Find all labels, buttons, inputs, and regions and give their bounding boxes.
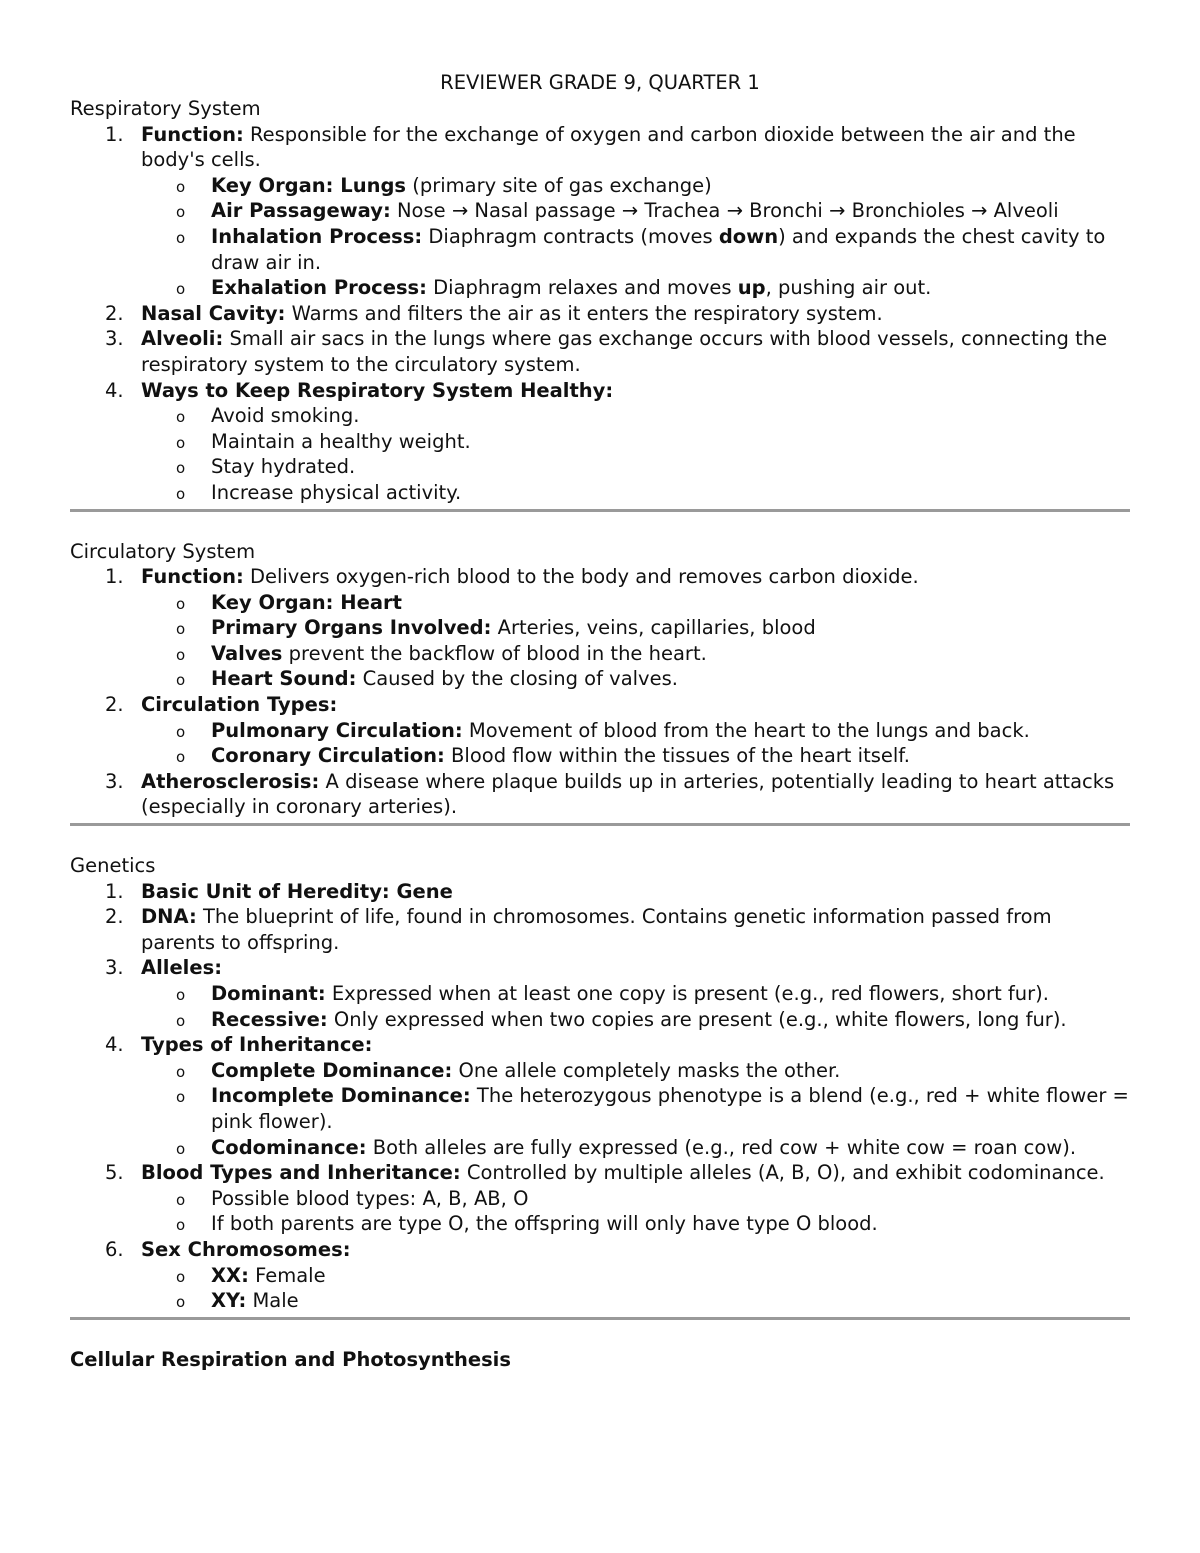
item-number: 4. xyxy=(105,1033,124,1057)
section-heading: Circulatory System xyxy=(70,539,256,563)
section-divider xyxy=(70,823,1130,826)
sub-list-item xyxy=(70,1263,1130,1289)
emphasis: down xyxy=(718,224,779,248)
section-divider xyxy=(70,509,1130,512)
bullet-icon: o xyxy=(176,1139,186,1158)
item-label: Codominance: xyxy=(211,1135,367,1159)
sub-list-item xyxy=(70,666,1130,692)
item-text: Only expressed when two copies are present (e.g., white flowers, long fur). xyxy=(327,1007,1067,1031)
item-text: Diaphragm contracts (moves xyxy=(422,224,719,248)
bullet-icon: o xyxy=(176,484,186,503)
item-text: Responsible for the exchange of oxygen and carbon dioxide between the air and the body's cells. xyxy=(141,122,1076,172)
item-number: 4. xyxy=(105,378,124,402)
item-label: Dominant: xyxy=(211,982,326,1005)
sub-list-item xyxy=(70,198,1130,224)
sub-list-item xyxy=(70,1211,1130,1237)
item-text: Stay hydrated. xyxy=(211,455,356,479)
bullet-icon: o xyxy=(176,177,186,196)
emphasis: up xyxy=(737,276,766,300)
item-text: Diaphragm relaxes and moves xyxy=(426,276,738,300)
item-label: Recessive: xyxy=(211,1007,328,1031)
section-heading: Genetics xyxy=(70,854,156,878)
item-text: Maintain a healthy weight. xyxy=(211,429,471,453)
item-number: 3. xyxy=(105,769,124,793)
sub-list-item xyxy=(70,981,1130,1007)
item-text: Expressed when at least one copy is present (e.g., red flowers, short fur). xyxy=(325,982,1049,1005)
item-text: One allele completely masks the other. xyxy=(452,1058,841,1082)
sub-list-item xyxy=(70,641,1130,667)
sub-list-item xyxy=(70,718,1130,744)
item-text: Delivers oxygen-rich blood to the body and removes carbon dioxide. xyxy=(243,565,919,589)
item-label: Nasal Cavity: xyxy=(141,301,286,325)
sub-list-item xyxy=(70,1083,1130,1134)
bullet-icon: o xyxy=(176,280,186,299)
bullet-icon: o xyxy=(176,1088,186,1107)
item-text: (primary site of gas exchange) xyxy=(406,173,712,197)
item-text: Movement of blood from the heart to the lungs and back. xyxy=(462,718,1030,742)
sub-list-item xyxy=(70,1186,1130,1212)
list-item xyxy=(70,378,1130,404)
list-item xyxy=(70,1032,1130,1058)
item-number: 5. xyxy=(105,1161,124,1185)
bullet-icon: o xyxy=(176,1011,186,1030)
bullet-icon: o xyxy=(176,1062,186,1081)
item-label: Incomplete Dominance: xyxy=(211,1084,471,1108)
item-label: Blood Types and Inheritance: xyxy=(141,1161,461,1185)
item-label: DNA: xyxy=(141,905,197,929)
item-label: Alveoli: xyxy=(141,327,224,351)
item-number: 3. xyxy=(105,327,124,351)
bullet-icon: o xyxy=(176,203,186,222)
sub-list-item xyxy=(70,173,1130,199)
sub-list-item xyxy=(70,224,1130,275)
sub-list-item xyxy=(70,403,1130,429)
item-label: Primary Organs Involved: xyxy=(211,616,492,640)
list-item xyxy=(70,564,1130,590)
sub-list-item xyxy=(70,1135,1130,1161)
item-label: Pulmonary Circulation: xyxy=(211,718,463,742)
section-respiratory-system xyxy=(70,96,1130,506)
item-label: Alleles: xyxy=(141,956,222,980)
item-text: If both parents are type O, the offspring will only have type O blood. xyxy=(211,1212,878,1236)
sub-list-item xyxy=(70,275,1130,301)
list-item xyxy=(70,692,1130,718)
section-circulatory-system xyxy=(70,539,1130,821)
item-label: XX: xyxy=(211,1263,249,1287)
item-number: 1. xyxy=(105,122,124,146)
bullet-icon: o xyxy=(176,748,186,767)
bullet-icon: o xyxy=(176,459,186,478)
item-number: 6. xyxy=(105,1237,124,1261)
sub-list-item xyxy=(70,1007,1130,1033)
sub-list-item xyxy=(70,615,1130,641)
item-text: Increase physical activity. xyxy=(211,480,462,504)
section-heading: Respiratory System xyxy=(70,97,261,120)
item-label: Sex Chromosomes: xyxy=(141,1237,351,1261)
item-label: Coronary Circulation: xyxy=(211,744,445,768)
sub-list-item xyxy=(70,743,1130,769)
item-label: Circulation Types: xyxy=(141,693,338,717)
item-text: ) and expands the chest cavity to draw air in. xyxy=(211,224,1106,274)
sub-list-item xyxy=(70,1058,1130,1084)
item-label: XY: xyxy=(211,1289,247,1313)
list-item xyxy=(70,1237,1130,1263)
list-item xyxy=(70,326,1130,377)
item-label: Air Passageway: xyxy=(211,199,391,223)
bullet-icon: o xyxy=(176,408,186,427)
item-text: prevent the backflow of blood in the heart. xyxy=(282,641,707,665)
item-label: Key Organ: Heart xyxy=(211,590,402,614)
item-number: 2. xyxy=(105,301,124,325)
item-number: 1. xyxy=(105,879,124,903)
bullet-icon: o xyxy=(176,671,186,690)
item-text: Avoid smoking. xyxy=(211,404,360,428)
list-item xyxy=(70,769,1130,820)
item-number: 3. xyxy=(105,956,124,980)
section-divider xyxy=(70,1317,1130,1320)
item-label: Basic Unit of Heredity: Gene xyxy=(141,879,453,903)
item-text: Blood flow within the tissues of the heart itself. xyxy=(444,744,910,768)
document-title: REVIEWER GRADE 9, QUARTER 1 xyxy=(440,71,760,94)
item-number: 1. xyxy=(105,565,124,589)
item-label: Atherosclerosis: xyxy=(141,769,320,793)
sub-list-item xyxy=(70,480,1130,506)
bullet-icon: o xyxy=(176,986,186,1004)
item-label: Exhalation Process: xyxy=(211,276,427,300)
item-text: Nose → Nasal passage → Trachea → Bronchi → Bronchioles → Alveoli xyxy=(390,199,1059,223)
item-text: A disease where plaque builds up in arteries, potentially leading to heart attacks (especially in coronary arteries). xyxy=(141,769,1115,819)
list-item xyxy=(70,955,1130,981)
item-label: Function: xyxy=(141,565,244,589)
bullet-icon: o xyxy=(176,645,186,664)
list-item xyxy=(70,879,1130,905)
bullet-icon: o xyxy=(176,1216,186,1235)
item-label: Key Organ: Lungs xyxy=(211,173,407,197)
item-text: Controlled by multiple alleles (A, B, O), and exhibit codominance. xyxy=(460,1161,1105,1185)
document-page xyxy=(70,70,1130,1372)
item-number: 2. xyxy=(105,693,124,717)
item-text: Warms and filters the air as it enters the respiratory system. xyxy=(285,301,883,325)
item-text: Female xyxy=(248,1263,326,1287)
sub-list-item xyxy=(70,429,1130,455)
section-heading: Cellular Respiration and Photosynthesis xyxy=(70,1347,511,1371)
item-text: Small air sacs in the lungs where gas exchange occurs with blood vessels, connecting the respiratory system to the circulatory system. xyxy=(141,327,1108,376)
item-label: Inhalation Process: xyxy=(211,224,423,248)
section-cellular-respiration xyxy=(70,1347,1130,1373)
item-text: Caused by the closing of valves. xyxy=(356,667,678,691)
item-text: Male xyxy=(246,1289,299,1313)
item-text: The blueprint of life, found in chromosomes. Contains genetic information passed from parents to offspring. xyxy=(141,905,1052,954)
sub-list-item xyxy=(70,1288,1130,1314)
item-number: 2. xyxy=(105,905,124,929)
item-label: Types of Inheritance: xyxy=(141,1033,373,1057)
item-label: Valves xyxy=(211,641,283,665)
bullet-icon: o xyxy=(176,433,186,452)
list-item xyxy=(70,122,1130,173)
sub-list-item xyxy=(70,454,1130,480)
bullet-icon: o xyxy=(176,722,186,741)
item-label: Heart Sound: xyxy=(211,667,357,691)
list-item xyxy=(70,301,1130,327)
bullet-icon: o xyxy=(176,594,186,613)
bullet-icon: o xyxy=(176,620,186,639)
item-label: Ways to Keep Respiratory System Healthy: xyxy=(141,378,614,402)
section-genetics xyxy=(70,853,1130,1314)
list-item xyxy=(70,904,1130,955)
item-text: Arteries, veins, capillaries, blood xyxy=(491,616,816,640)
item-text: , pushing air out. xyxy=(765,276,932,300)
bullet-icon: o xyxy=(176,1190,186,1209)
sub-list-item xyxy=(70,590,1130,616)
item-text: Possible blood types: A, B, AB, O xyxy=(211,1186,529,1210)
bullet-icon: o xyxy=(176,1293,186,1312)
item-label: Function: xyxy=(141,122,244,146)
item-label: Complete Dominance: xyxy=(211,1058,453,1082)
bullet-icon: o xyxy=(176,228,186,247)
item-text: The heterozygous phenotype is a blend (e.g., red + white flower = pink flower). xyxy=(211,1084,1129,1133)
bullet-icon: o xyxy=(176,1267,186,1286)
item-text: Both alleles are fully expressed (e.g., red cow + white cow = roan cow). xyxy=(366,1135,1077,1159)
list-item xyxy=(70,1160,1130,1186)
